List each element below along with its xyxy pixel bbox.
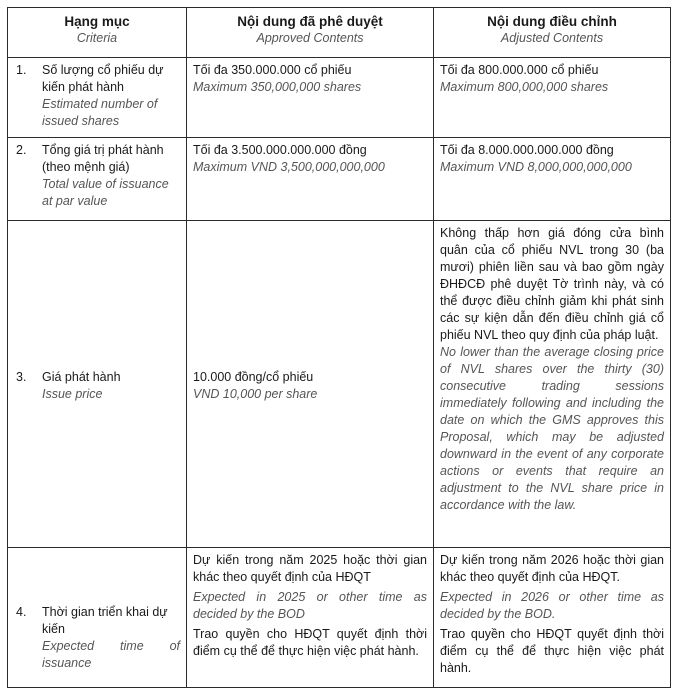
header-adjusted-vi: Nội dung điều chỉnh xyxy=(487,14,617,29)
criteria-cell xyxy=(8,548,187,688)
row-number: 1. xyxy=(16,63,27,77)
document-page xyxy=(7,7,670,688)
criteria-vi: Số lượng cổ phiếu dự kiến phát hành xyxy=(42,63,164,94)
criteria-en: Expected time of issuance xyxy=(42,638,180,670)
criteria-cell xyxy=(8,221,187,548)
approved-cell xyxy=(187,548,434,688)
approved-en: VND 10,000 per share xyxy=(193,387,318,401)
header-criteria-en: Criteria xyxy=(76,31,118,45)
approved-vi: Tối đa 350.000.000 cổ phiếu xyxy=(193,63,352,77)
header-approved-en: Approved Contents xyxy=(256,31,364,45)
approved-en: Expected in 2025 or other time as decided by the BOD xyxy=(193,590,427,621)
approved-vi: 10.000 đồng/cổ phiếu xyxy=(193,370,314,384)
table-row xyxy=(8,221,671,548)
criteria-cell xyxy=(8,138,187,221)
adjusted-en: Maximum VND 8,000,000,000,000 xyxy=(440,160,632,174)
adjusted-en: Maximum 800,000,000 shares xyxy=(440,80,609,94)
criteria-vi: Thời gian triển khai dự kiến xyxy=(42,604,168,636)
approved-en: Maximum VND 3,500,000,000,000 xyxy=(193,160,385,174)
approved-cell xyxy=(187,221,434,548)
criteria-cell xyxy=(8,58,187,138)
criteria-en: Issue price xyxy=(42,387,103,401)
row-number: 2. xyxy=(16,143,27,157)
adjusted-cell xyxy=(434,58,671,138)
header-adjusted-en: Adjusted Contents xyxy=(500,31,604,45)
table-row xyxy=(8,548,671,688)
criteria-vi: Tổng giá trị phát hành (theo mệnh giá) xyxy=(42,143,164,174)
adjusted-cell xyxy=(434,548,671,688)
header-approved-vi: Nội dung đã phê duyệt xyxy=(237,14,383,29)
approved-vi: Dự kiến trong năm 2025 hoặc thời gian khác theo quyết định của HĐQT xyxy=(193,553,427,584)
adjusted-en: Expected in 2026 or other time as decided by the BOD. xyxy=(440,590,664,621)
table-row xyxy=(8,138,671,221)
adjusted-vi: Dự kiến trong năm 2026 hoặc thời gian khác theo quyết định của HĐQT. xyxy=(440,553,664,584)
adjusted-vi: Tối đa 800.000.000 cổ phiếu xyxy=(440,63,599,77)
adjusted-cell xyxy=(434,138,671,221)
approved-en: Maximum 350,000,000 shares xyxy=(193,80,362,94)
adjusted-cell xyxy=(434,221,671,548)
approved-cell xyxy=(187,58,434,138)
criteria-vi: Giá phát hành xyxy=(42,370,121,384)
comparison-table xyxy=(7,7,671,688)
table-row xyxy=(8,58,671,138)
row-number: 3. xyxy=(16,370,27,384)
header-adjusted xyxy=(434,8,671,58)
adjusted-en: No lower than the average closing price of NVL shares over the thirty (30) consecutive trading sessions immediately following and including the date on which the GMS approves this Proposal, which may be adjusted downward in the event of any corporate actions or events that require an adjustment to the NVL share price in accordance with the law. xyxy=(440,345,664,512)
approved-vi-2: Trao quyền cho HĐQT quyết định thời điểm cụ thể để thực hiện việc phát hành. xyxy=(193,627,427,658)
header-criteria xyxy=(8,8,187,58)
adjusted-vi: Tối đa 8.000.000.000.000 đồng xyxy=(440,143,614,157)
approved-cell xyxy=(187,138,434,221)
criteria-en: Total value of issuance at par value xyxy=(42,177,169,208)
header-criteria-vi: Hạng mục xyxy=(64,14,130,29)
approved-vi: Tối đa 3.500.000.000.000 đồng xyxy=(193,143,367,157)
adjusted-vi-2: Trao quyền cho HĐQT quyết định thời điểm cụ thể để thực hiện việc phát hành. xyxy=(440,627,664,675)
adjusted-vi: Không thấp hơn giá đóng cửa bình quân của cổ phiếu NVL trong 30 (ba mươi) phiên liền sau và bao gồm ngày ĐHĐCĐ phê duyệt Tờ trình này, và có thể được điều chỉnh giảm khi phát sinh các sự kiện dẫn đến điều chỉnh giá cổ phiếu NVL theo quy định của pháp luật. xyxy=(440,226,664,342)
header-approved xyxy=(187,8,434,58)
row-number: 4. xyxy=(16,604,27,619)
table-header-row xyxy=(8,8,671,58)
criteria-en: Estimated number of issued shares xyxy=(42,97,158,128)
